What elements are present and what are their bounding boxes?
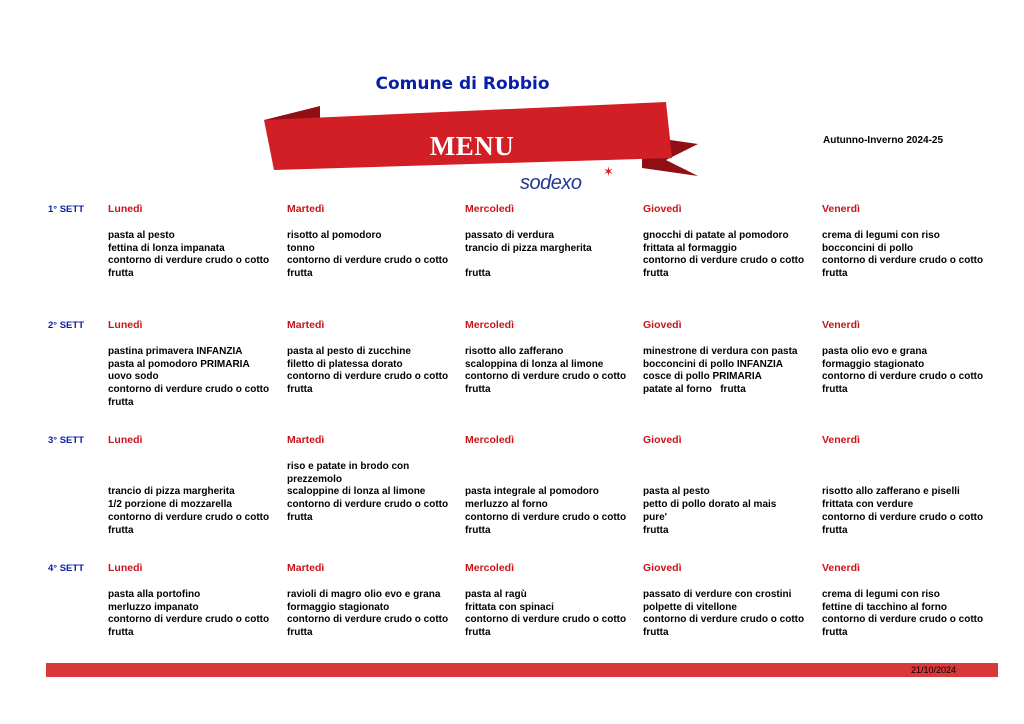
- dish-line: contorno di verdure crudo o cotto: [287, 614, 449, 626]
- dish-line: [287, 333, 448, 346]
- dish-line: [822, 333, 983, 346]
- day-heading: Venerdì: [822, 562, 860, 574]
- dish-line: frutta: [822, 627, 848, 639]
- dish-line: trancio di pizza margherita: [108, 486, 235, 498]
- dish-line: [465, 576, 626, 589]
- dish-line: [822, 461, 983, 474]
- dish-line: contorno di verdure crudo o cotto: [822, 371, 984, 383]
- day-heading: Giovedì: [643, 203, 682, 215]
- dish-line: scaloppina di lonza al limone: [465, 358, 604, 370]
- dish-line: pasta alla portofino: [108, 588, 201, 600]
- dish-line: polpette di vitellone: [643, 601, 737, 613]
- dish-line: [822, 474, 983, 487]
- day-heading: Giovedì: [643, 319, 682, 331]
- dish-line: [465, 333, 626, 346]
- dish-line: uovo sodo: [108, 371, 159, 383]
- day-heading: Lunedì: [108, 203, 143, 215]
- dish-line: [643, 333, 798, 346]
- dish-line: frutta: [465, 627, 491, 639]
- day-heading: Lunedì: [108, 562, 143, 574]
- dish-line: contorno di verdure crudo o cotto: [643, 614, 805, 626]
- dish-line: [108, 461, 269, 474]
- star-icon: ✶: [603, 164, 614, 179]
- dish-line: minestrone di verdura con pasta: [643, 345, 798, 357]
- day-heading: Venerdì: [822, 319, 860, 331]
- day-heading: Martedì: [287, 434, 325, 446]
- dish-line: [108, 576, 269, 589]
- dish-line: [822, 217, 983, 230]
- dish-line: pasta al pomodoro PRIMARIA: [108, 358, 250, 370]
- day-dishes: [822, 576, 983, 640]
- dish-line: frutta: [108, 524, 134, 536]
- dish-line: pastina primavera INFANZIA: [108, 345, 243, 357]
- season-label: Autunno-Inverno 2024-25: [823, 135, 944, 146]
- dish-line: frutta: [287, 268, 313, 280]
- dish-line: passato di verdura: [465, 229, 554, 241]
- dish-line: [108, 217, 269, 230]
- day-dishes: [108, 217, 269, 281]
- menu-banner-text: MENU: [429, 131, 515, 161]
- day-dishes: [287, 217, 448, 281]
- dish-line: scaloppine di lonza al limone: [287, 486, 426, 498]
- week-label: 4° SETT: [48, 563, 85, 574]
- day-heading: Venerdì: [822, 203, 860, 215]
- dish-line: trancio di pizza margherita: [465, 242, 592, 254]
- dish-line: formaggio stagionato: [822, 358, 925, 370]
- dish-line: merluzzo impanato: [108, 601, 199, 613]
- dish-line: frutta: [822, 524, 848, 536]
- dish-line: frutta: [822, 268, 848, 280]
- dish-line: contorno di verdure crudo o cotto: [108, 511, 270, 523]
- day-dishes: [643, 448, 776, 538]
- dish-line: fettina di lonza impanata: [108, 242, 225, 254]
- dish-line: filetto di platessa dorato: [287, 358, 403, 370]
- dish-line: frutta: [108, 396, 134, 408]
- sodexo-logo: [520, 164, 630, 196]
- dish-line: [822, 576, 983, 589]
- day-heading: Mercoledì: [465, 562, 515, 574]
- day-dishes: [108, 576, 269, 640]
- dish-line: [465, 255, 592, 268]
- footer-date: 21/10/2024: [910, 665, 956, 675]
- dish-line: [287, 576, 448, 589]
- dish-line: patate al forno frutta: [643, 384, 746, 396]
- dish-line: [465, 474, 626, 487]
- footer-bar: [46, 663, 998, 677]
- day-heading: Martedì: [287, 319, 325, 331]
- dish-line: pasta olio evo e grana: [822, 345, 928, 357]
- dish-line: [465, 217, 592, 230]
- dish-line: contorno di verdure crudo o cotto: [465, 371, 627, 383]
- dish-line: frutta: [108, 268, 134, 280]
- dish-line: tonno: [287, 242, 315, 254]
- dish-line: pasta al pesto: [643, 486, 710, 498]
- dish-line: [465, 448, 626, 461]
- dish-line: [108, 333, 269, 346]
- dish-line: contorno di verdure crudo o cotto: [108, 384, 270, 396]
- dish-line: frittata con spinaci: [465, 601, 554, 613]
- dish-line: [822, 448, 983, 461]
- day-dishes: [287, 576, 448, 640]
- dish-line: formaggio stagionato: [287, 601, 390, 613]
- day-dishes: [465, 333, 626, 397]
- day-heading: Venerdì: [822, 434, 860, 446]
- dish-line: bocconcini di pollo: [822, 242, 914, 254]
- day-dishes: [108, 448, 269, 538]
- dish-line: risotto al pomodoro: [287, 229, 382, 241]
- dish-line: frutta: [643, 627, 669, 639]
- dish-line: [287, 448, 448, 461]
- dish-line: contorno di verdure crudo o cotto: [465, 511, 627, 523]
- dish-line: [108, 448, 269, 461]
- day-dishes: [822, 217, 983, 281]
- day-heading: Mercoledì: [465, 319, 515, 331]
- dish-line: risotto allo zafferano: [465, 345, 564, 357]
- day-dishes: [465, 576, 626, 640]
- dish-line: [643, 461, 776, 474]
- day-dishes: [287, 333, 448, 397]
- dish-line: contorno di verdure crudo o cotto: [287, 255, 449, 267]
- dish-line: [465, 461, 626, 474]
- dish-line: frittata al formaggio: [643, 242, 737, 254]
- dish-line: fettine di tacchino al forno: [822, 601, 948, 613]
- day-heading: Giovedì: [643, 434, 682, 446]
- dish-line: riso e patate in brodo con: [287, 460, 410, 472]
- day-dishes: [643, 576, 804, 640]
- dish-line: [287, 217, 448, 230]
- dish-line: pasta integrale al pomodoro: [465, 486, 599, 498]
- dish-line: frutta: [643, 268, 669, 280]
- dish-line: gnocchi di patate al pomodoro: [643, 229, 789, 241]
- dish-line: frutta: [643, 524, 669, 536]
- dish-line: frutta: [822, 384, 848, 396]
- dish-line: contorno di verdure crudo o cotto: [822, 255, 984, 267]
- day-heading: Mercoledì: [465, 434, 515, 446]
- dish-line: frutta: [465, 384, 491, 396]
- day-dishes: [643, 333, 798, 397]
- day-dishes: [108, 333, 269, 410]
- day-heading: Mercoledì: [465, 203, 515, 215]
- dish-line: frutta: [465, 524, 491, 536]
- dish-line: frutta: [465, 268, 491, 280]
- dish-line: frutta: [287, 384, 313, 396]
- dish-line: frutta: [287, 627, 313, 639]
- dish-line: pasta al pesto di zucchine: [287, 345, 411, 357]
- day-heading: Lunedì: [108, 319, 143, 331]
- week-label: 1° SETT: [48, 204, 85, 215]
- dish-line: prezzemolo: [287, 473, 343, 485]
- sodexo-wordmark: sodexo: [520, 172, 582, 194]
- dish-line: contorno di verdure crudo o cotto: [643, 255, 805, 267]
- day-heading: Lunedì: [108, 434, 143, 446]
- dish-line: pasta al ragù: [465, 588, 527, 600]
- dish-line: cosce di pollo PRIMARIA: [643, 371, 762, 383]
- day-dishes: [822, 333, 983, 397]
- day-dishes: [465, 217, 592, 281]
- dish-line: frittata con verdure: [822, 499, 914, 511]
- week-label: 3° SETT: [48, 435, 85, 446]
- dish-line: frutta: [108, 627, 134, 639]
- dish-line: bocconcini di pollo INFANZIA: [643, 358, 783, 370]
- dish-line: petto di pollo dorato al mais: [643, 499, 777, 511]
- day-dishes: [643, 217, 804, 281]
- dish-line: crema di legumi con riso: [822, 588, 940, 600]
- dish-line: contorno di verdure crudo o cotto: [822, 614, 984, 626]
- dish-line: passato di verdure con crostini: [643, 588, 792, 600]
- dish-line: [643, 217, 804, 230]
- dish-line: pasta al pesto: [108, 229, 175, 241]
- municipality-title: Comune di Robbio: [375, 74, 550, 94]
- dish-line: [643, 576, 804, 589]
- day-heading: Martedì: [287, 203, 325, 215]
- dish-line: crema di legumi con riso: [822, 229, 940, 241]
- day-dishes: [465, 448, 626, 538]
- dish-line: ravioli di magro olio evo e grana: [287, 588, 441, 600]
- day-heading: Martedì: [287, 562, 325, 574]
- day-dishes: [822, 448, 983, 538]
- dish-line: pure': [643, 511, 668, 523]
- dish-line: contorno di verdure crudo o cotto: [108, 255, 270, 267]
- dish-line: [643, 474, 776, 487]
- dish-line: [108, 474, 269, 487]
- day-dishes: [287, 448, 448, 525]
- dish-line: risotto allo zafferano e piselli: [822, 486, 960, 498]
- dish-line: frutta: [287, 511, 313, 523]
- dish-line: merluzzo al forno: [465, 499, 548, 511]
- day-heading: Giovedì: [643, 562, 682, 574]
- dish-line: 1/2 porzione di mozzarella: [108, 499, 232, 511]
- dish-line: contorno di verdure crudo o cotto: [108, 614, 270, 626]
- dish-line: contorno di verdure crudo o cotto: [287, 371, 449, 383]
- dish-line: [643, 448, 776, 461]
- dish-line: contorno di verdure crudo o cotto: [287, 499, 449, 511]
- week-label: 2° SETT: [48, 320, 85, 331]
- dish-line: contorno di verdure crudo o cotto: [465, 614, 627, 626]
- dish-line: contorno di verdure crudo o cotto: [822, 511, 984, 523]
